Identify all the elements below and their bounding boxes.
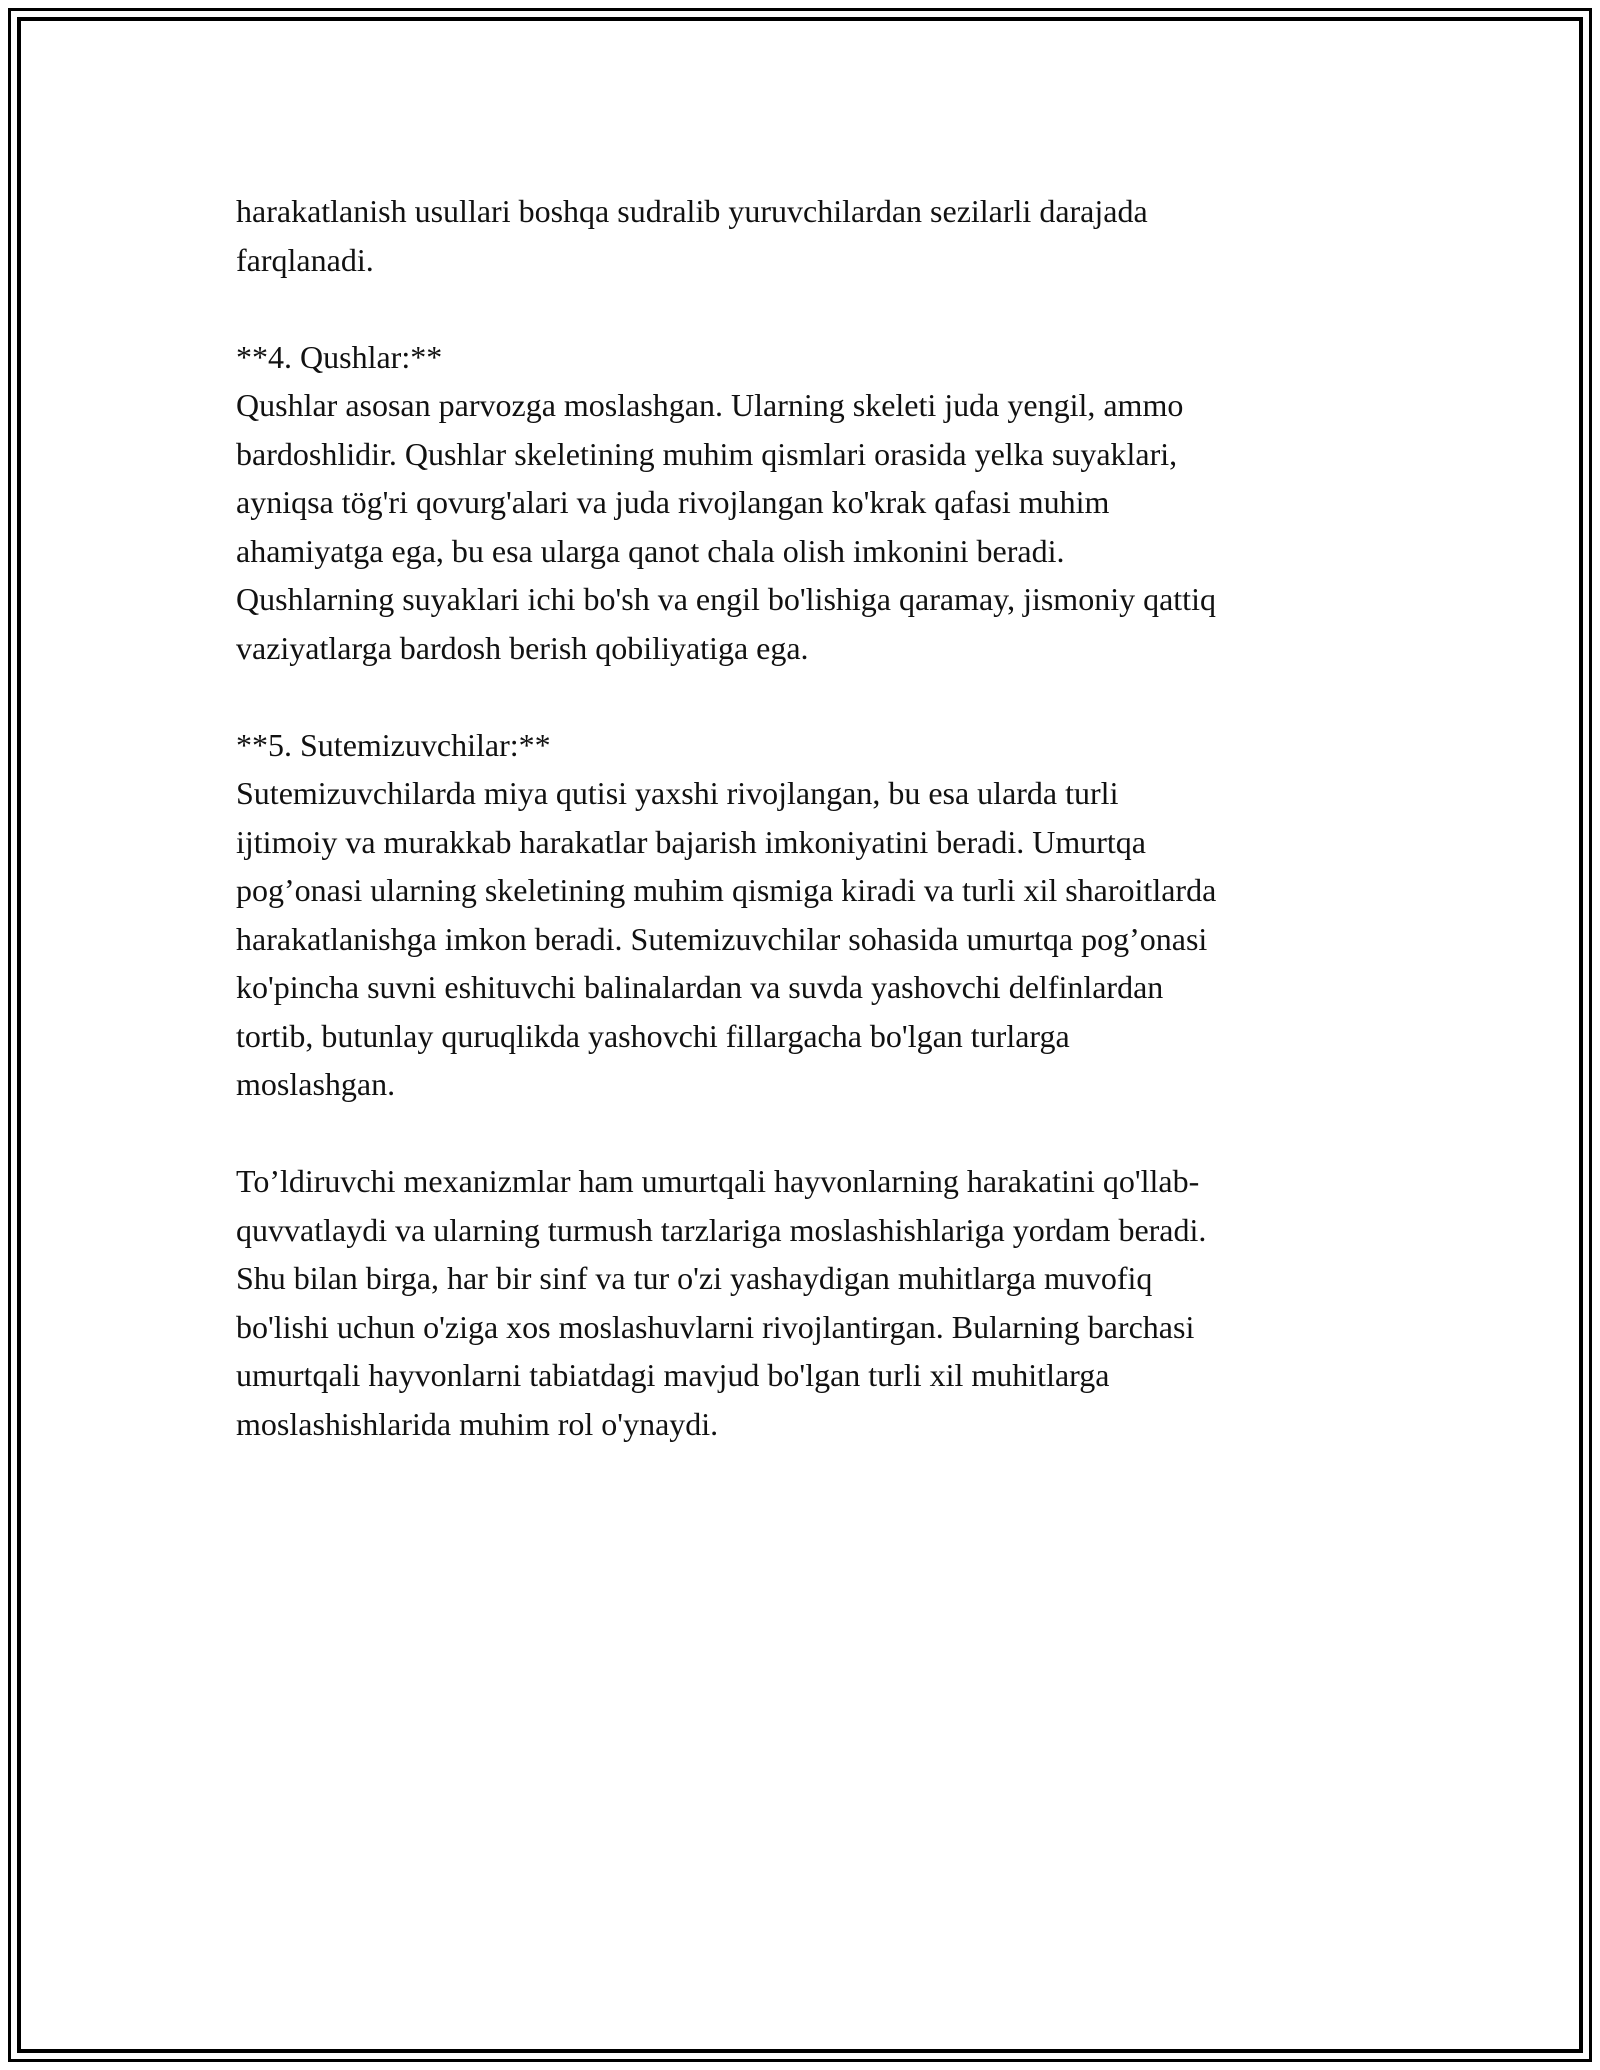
text-line: vaziyatlarga bardosh berish qobiliyatiga ega. — [236, 629, 809, 666]
text-line: Shu bilan birga, har bir sinf va tur o'zi yashaydigan muhitlarga muvofiq — [236, 1260, 1153, 1296]
document-body — [236, 187, 1376, 1448]
text-line: harakatlanish usullari boshqa sudralib yuruvchilardan sezilarli darajada — [236, 193, 1148, 229]
section-mammals — [236, 721, 1376, 1109]
section-birds — [236, 333, 1376, 673]
text-line: tortib, butunlay quruqlikda yashovchi fillargacha bo'lgan turlarga — [236, 1017, 1070, 1054]
text-line: ko'pincha suvni eshituvchi balinalardan va suvda yashovchi delfinlardan — [236, 969, 1164, 1005]
text-line: pog’onasi ularning skeletining muhim qismiga kiradi va turli xil sharoitlarda — [236, 872, 1217, 908]
text-line: moslashgan. — [236, 1066, 396, 1102]
text-line: Qushlarning suyaklari ichi bo'sh va engil bo'lishiga qaramay, jismoniy qattiq — [236, 581, 1216, 617]
text-line: bardoshlidir. Qushlar skeletining muhim qismlari orasida yelka suyaklari, — [236, 435, 1178, 472]
intro-paragraph — [236, 187, 1376, 284]
text-line: quvvatlaydi va ularning turmush tarzlariga moslashishlariga yordam beradi. — [236, 1211, 1207, 1248]
text-line: ayniqsa tög'ri qovurg'alari va juda rivojlangan ko'krak qafasi muhim — [236, 484, 1110, 520]
text-line: moslashishlarida muhim rol o'ynaydi. — [236, 1405, 719, 1442]
conclusion-paragraph — [236, 1157, 1376, 1448]
text-line: Qushlar asosan parvozga moslashgan. Ularning skeleti juda yengil, ammo — [236, 387, 1184, 423]
paragraph-spacer — [236, 284, 1376, 333]
text-line: farqlanadi. — [236, 241, 374, 278]
paragraph-spacer — [236, 1109, 1376, 1158]
section-heading: **4. Qushlar:** — [236, 338, 443, 375]
text-line: ijtimoiy va murakkab harakatlar bajarish imkoniyatini beradi. Umurtqa — [236, 823, 1146, 860]
text-line: To’ldiruvchi mexanizmlar ham umurtqali hayvonlarning harakatini qo'llab- — [236, 1163, 1200, 1199]
text-line: ahamiyatga ega, bu esa ularga qanot chala olish imkonini beradi. — [236, 532, 1065, 569]
text-line: umurtqali hayvonlarni tabiatdagi mavjud bo'lgan turli xil muhitlarga — [236, 1357, 1110, 1393]
text-line: harakatlanishga imkon beradi. Sutemizuvchilar sohasida umurtqa pog’onasi — [236, 920, 1208, 957]
section-heading: **5. Sutemizuvchilar:** — [236, 726, 551, 763]
text-line: Sutemizuvchilarda miya qutisi yaxshi rivojlangan, bu esa ularda turli — [236, 775, 1119, 811]
paragraph-spacer — [236, 672, 1376, 721]
text-line: bo'lishi uchun o'ziga xos moslashuvlarni rivojlantirgan. Bularning barchasi — [236, 1308, 1195, 1345]
